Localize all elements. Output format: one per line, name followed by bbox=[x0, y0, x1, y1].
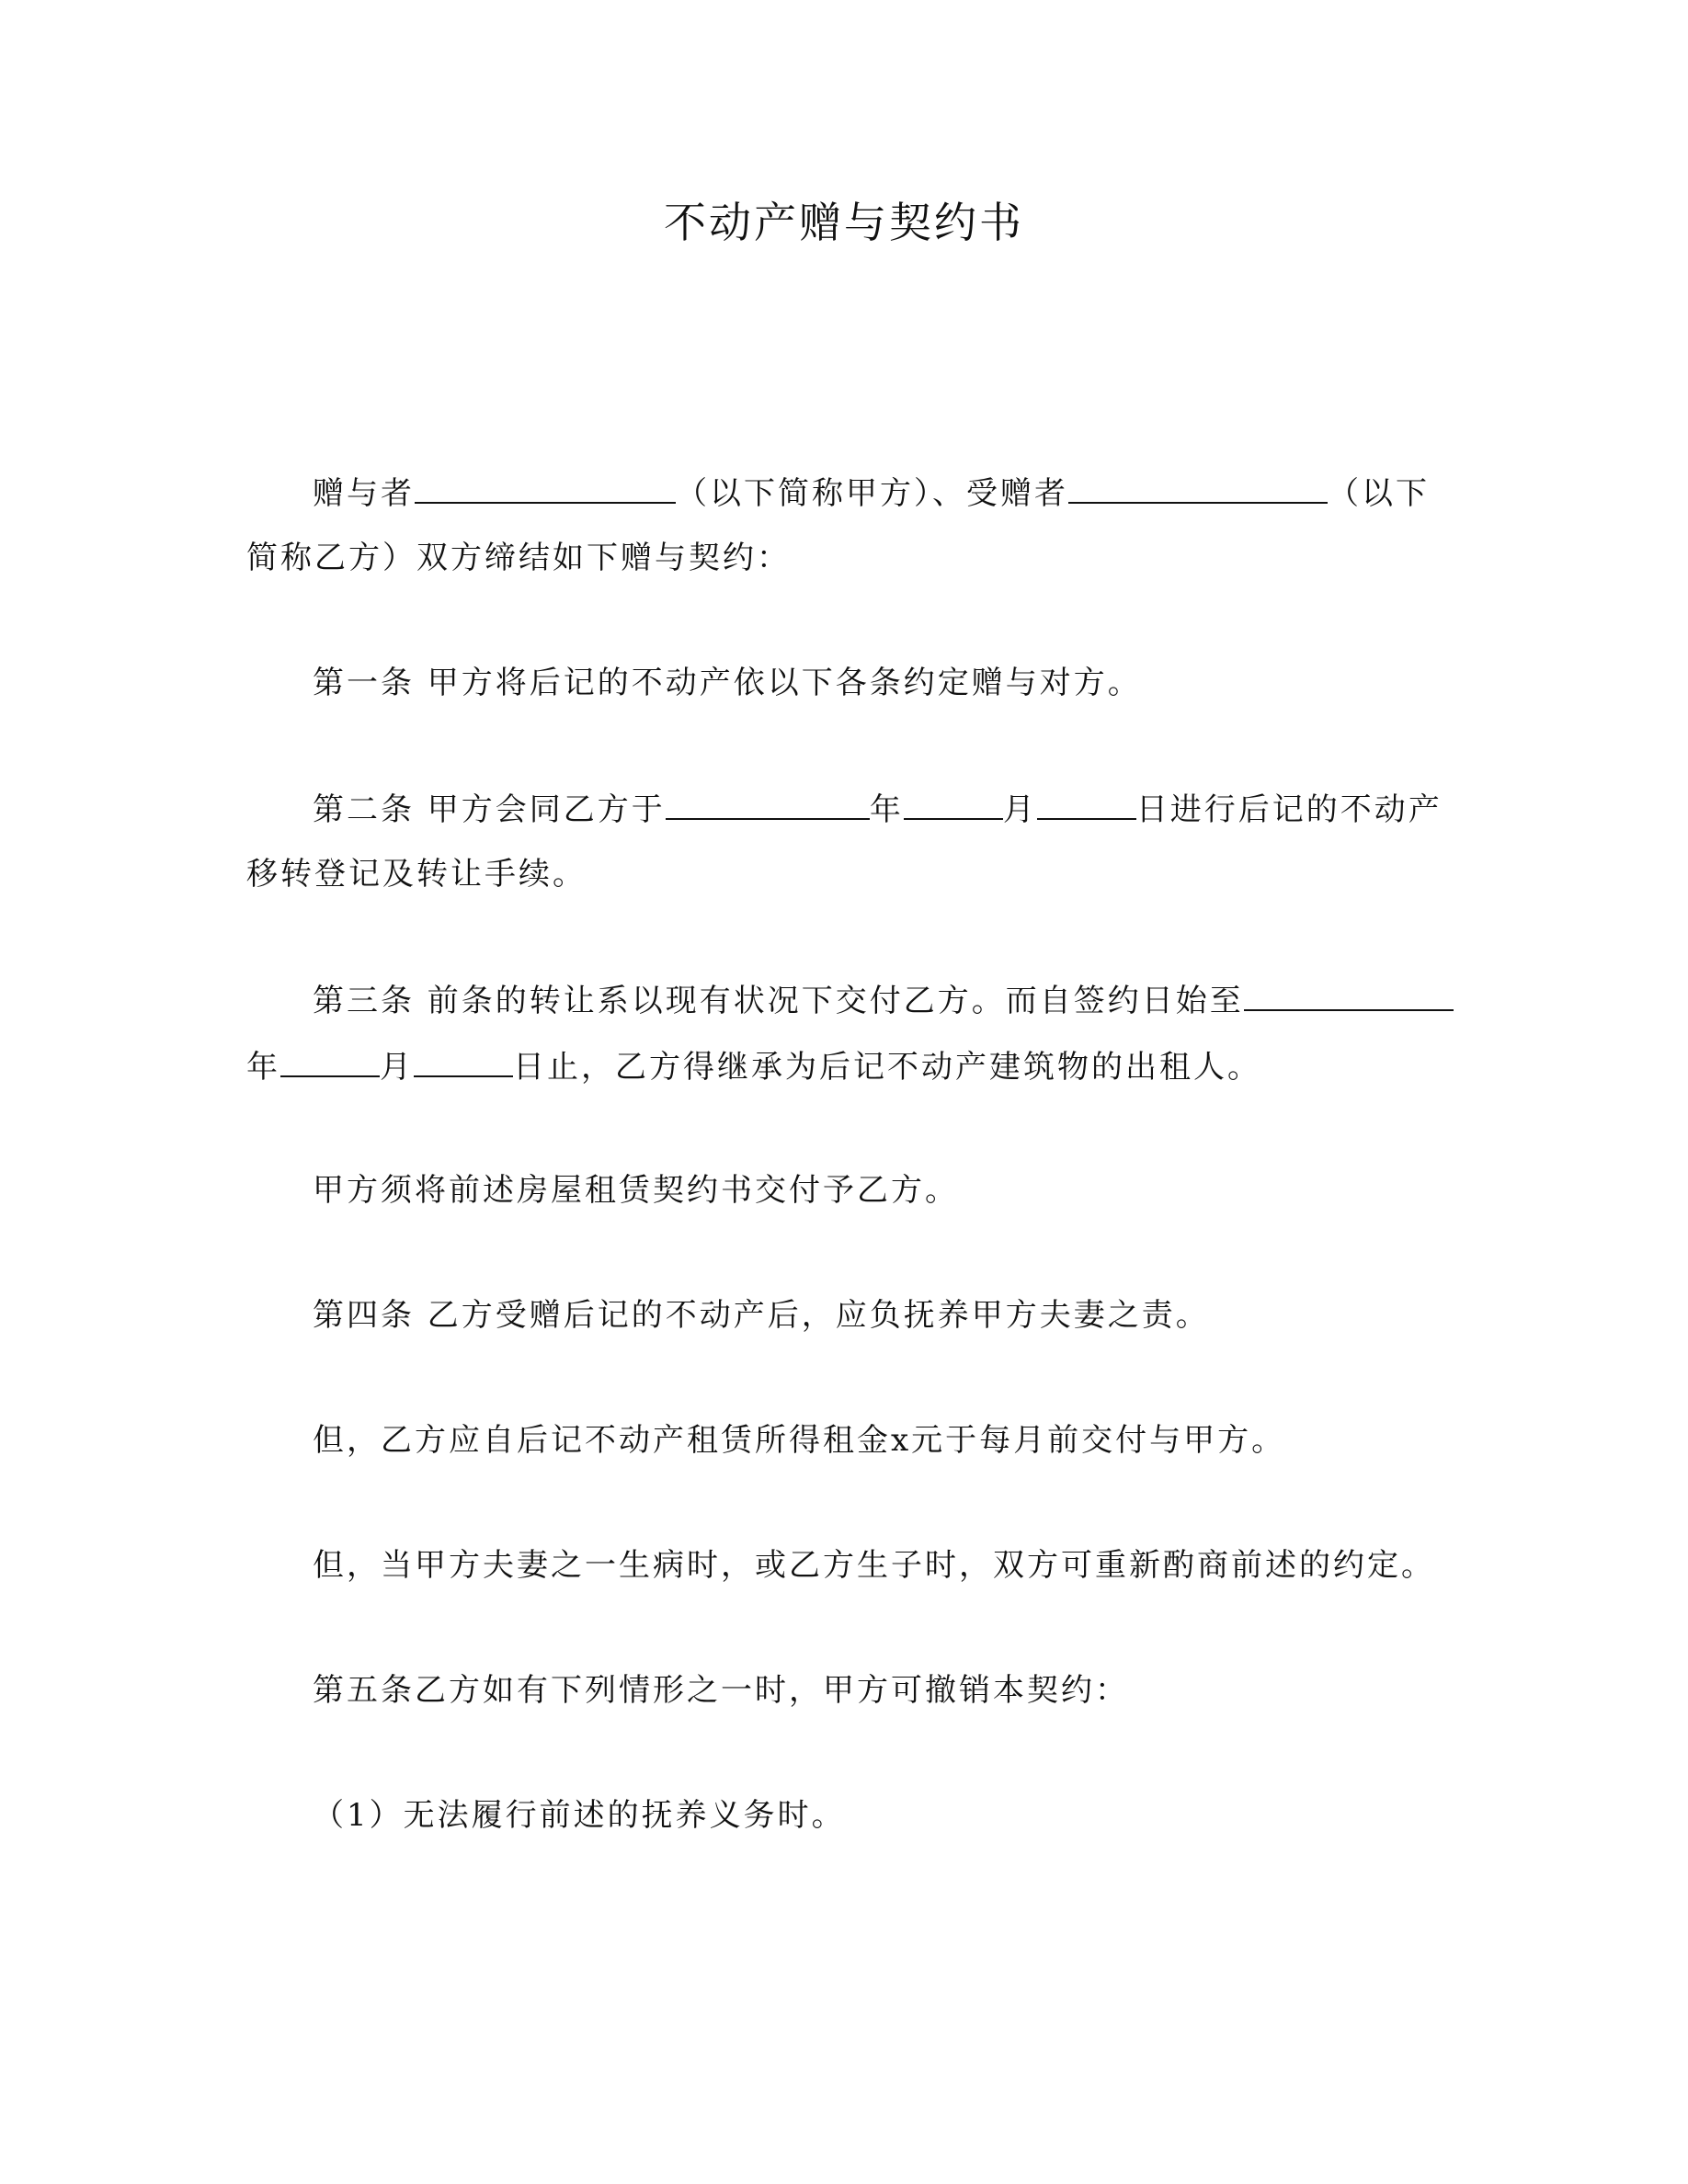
transfer-day-blank[interactable] bbox=[1037, 787, 1136, 820]
lease-month-blank[interactable] bbox=[280, 1044, 380, 1077]
article-2-line-2: 移转登记及转让手续。 bbox=[246, 856, 587, 893]
transfer-year-blank[interactable] bbox=[666, 787, 870, 820]
year-label: 年 bbox=[869, 791, 904, 828]
donor-label: 赠与者 bbox=[313, 475, 415, 512]
intro-line-1 bbox=[313, 471, 1430, 515]
article-3-start: 第三条 前条的转让系以现有状况下交付乙方。而自签约日始至 bbox=[313, 983, 1244, 1019]
lease-year-blank[interactable] bbox=[1244, 978, 1454, 1011]
year-label: 年 bbox=[246, 1049, 280, 1086]
lease-day-blank[interactable] bbox=[414, 1044, 513, 1077]
article-2-start: 第二条 甲方会同乙方于 bbox=[313, 791, 666, 828]
article-5-item-1: （1）无法履行前述的抚养义务时。 bbox=[313, 1797, 846, 1834]
article-4-line-1: 第四条 乙方受赠后记的不动产后，应负抚养甲方夫妻之责。 bbox=[313, 1297, 1210, 1334]
intro-line-2: 简称乙方）双方缔结如下赠与契约： bbox=[246, 540, 791, 576]
article-4-line-2: 但，乙方应自后记不动产租赁所得租金x元于每月前交付与甲方。 bbox=[313, 1422, 1286, 1459]
article-3-line-1 bbox=[313, 978, 1454, 1022]
article-3-end: 日止，乙方得继承为后记不动产建筑物的出租人。 bbox=[513, 1049, 1261, 1086]
article-5-heading: 第五条乙方如有下列情形之一时，甲方可撤销本契约： bbox=[313, 1672, 1129, 1709]
article-3-line-2 bbox=[246, 1044, 1261, 1088]
month-label: 月 bbox=[1002, 791, 1037, 828]
article-4-line-3: 但，当甲方夫妻之一生病时，或乙方生子时，双方可重新酌商前述的约定。 bbox=[313, 1547, 1435, 1584]
donee-name-blank[interactable] bbox=[1068, 471, 1328, 504]
month-label: 月 bbox=[380, 1049, 414, 1086]
article-2-end: 日进行后记的不动产 bbox=[1135, 791, 1443, 828]
document-title: 不动产赠与契约书 bbox=[664, 198, 1024, 247]
intro-line-1-end: （以下 bbox=[1328, 475, 1430, 512]
intro-between: （以下简称甲方）、受赠者 bbox=[676, 475, 1068, 512]
transfer-month-blank[interactable] bbox=[904, 787, 1003, 820]
donor-name-blank[interactable] bbox=[415, 471, 676, 504]
article-3-note: 甲方须将前述房屋租赁契约书交付予乙方。 bbox=[313, 1172, 959, 1209]
article-1: 第一条 甲方将后记的不动产依以下各条约定赠与对方。 bbox=[313, 665, 1142, 701]
article-2-line-1 bbox=[313, 787, 1443, 831]
